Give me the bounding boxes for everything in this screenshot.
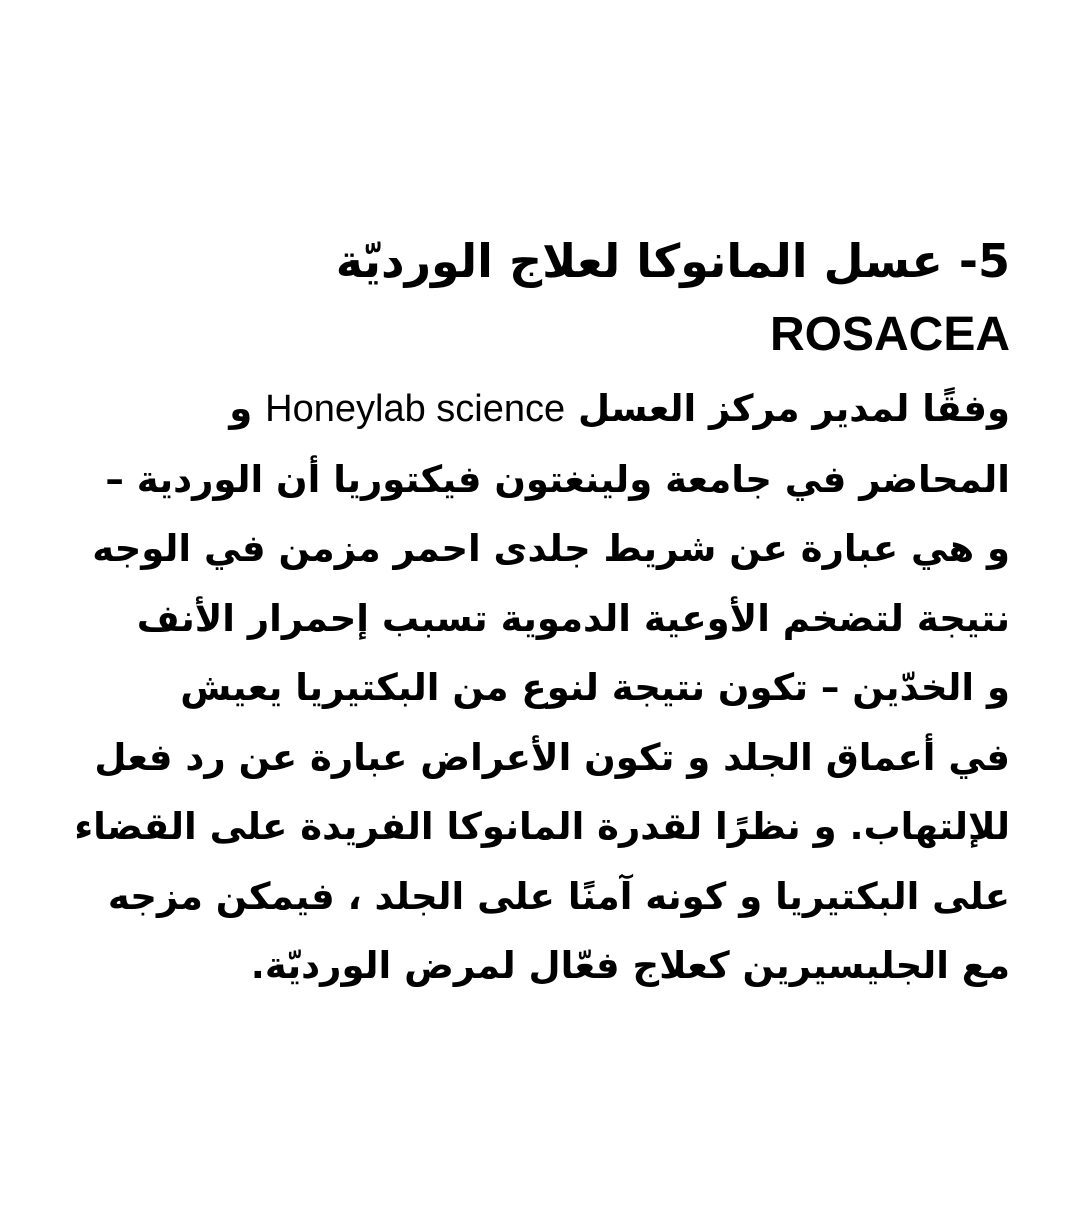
body-line-2: المحاضر في جامعة ولينغتون فيكتوريا أن الوردية – [105,457,1010,501]
body-line-1-start: وفقًا لمدير مركز العسل [565,387,1010,430]
article-heading-latin: ROSACEA [769,308,1010,361]
body-line-3: و هي عبارة عن شريط جلدى احمر مزمن في الوجه [92,527,1010,570]
article-body [70,374,1010,1001]
article-heading: 5- عسل المانوكا لعلاج الورديّة [335,234,1010,288]
body-line-7: للإلتهاب. و نظرًا لقدرة المانوكا الفريدة على القضاء [74,805,1010,848]
body-line-6: في أعماق الجلد و تكون الأعراض عبارة عن رد فعل [94,735,1010,779]
body-line-5: و الخدّين – تكون نتيجة لنوع من البكتيريا يعيش [180,666,1010,709]
body-line-8: على البكتيريا و كونه آمنًا على الجلد ، فيمكن مزجه [107,874,1010,918]
body-line-1 [70,374,1010,445]
brand-name: Honeylab science [265,388,566,430]
body-line-4: نتيجة لتضخم الأوعية الدموية تسبب إحمرار الأنف [136,596,1010,640]
body-line-9: مع الجليسيرين كعلاج فعّال لمرض الورديّة. [250,944,1010,987]
article-content [70,222,1010,1001]
body-line-1-end: و [229,387,266,430]
